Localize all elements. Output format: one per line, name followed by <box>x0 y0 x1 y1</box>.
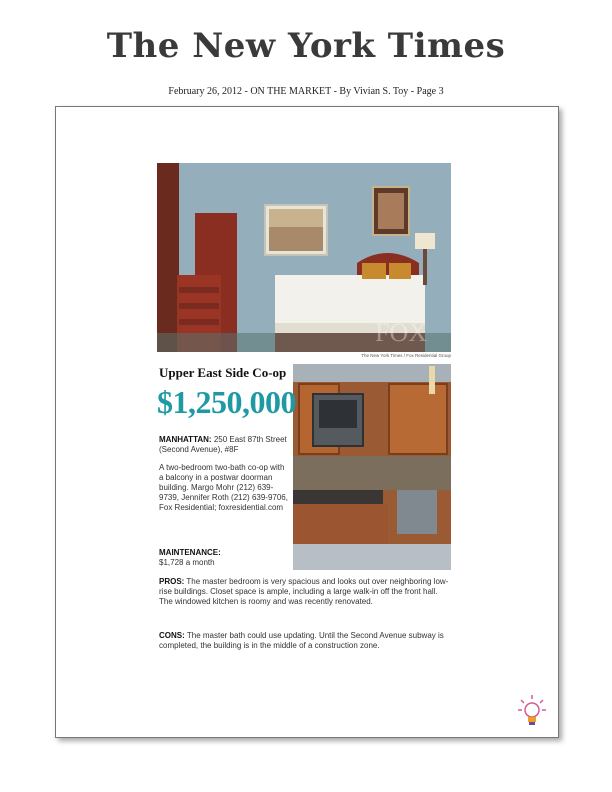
location-text: 250 East 87th Street (Second Avenue), #8F <box>159 435 287 454</box>
maintenance-label: MAINTENANCE: <box>159 548 221 557</box>
description: A two-bedroom two-bath co-op with a balcony in a postwar doorman building. Margo Mohr (212) 639-9739, Jennifer Roth (212) 639-9706, Fox Residential; foxresidential.com <box>159 463 288 512</box>
listing-price: $1,250,000 <box>157 384 296 420</box>
photo-credit: The New York Times / Fox Residential Group <box>361 353 451 358</box>
pros-block <box>159 577 452 607</box>
bedroom-photo <box>157 163 451 352</box>
kitchen-illustration <box>293 364 451 570</box>
dateline: February 26, 2012 - ON THE MARKET - By Vivian S. Toy - Page 3 <box>168 86 444 97</box>
listing-headline: Upper East Side Co-op <box>159 365 287 380</box>
maintenance-text: $1,728 a month <box>159 558 215 567</box>
pros-label: PROS: <box>159 577 185 586</box>
cons-text: The master bath could use updating. Until the Second Avenue subway is completed, the building is in the middle of a construction zone. <box>159 631 444 650</box>
lightbulb-icon[interactable] <box>517 694 547 728</box>
location-block <box>159 435 289 455</box>
masthead: The New York Times <box>106 26 506 66</box>
article-frame <box>55 106 559 738</box>
watermark: FOX <box>374 318 427 347</box>
cons-block <box>159 631 452 651</box>
kitchen-photo <box>293 364 451 570</box>
cons-label: CONS: <box>159 631 185 640</box>
location-label: MANHATTAN: <box>159 435 212 444</box>
pros-text: The master bedroom is very spacious and looks out over neighboring low-rise buildings. Closet space is ample, including a large walk-in off the front hall. The windowed kitchen is roomy and was recently renovated. <box>159 577 449 606</box>
maintenance-block <box>159 548 289 568</box>
